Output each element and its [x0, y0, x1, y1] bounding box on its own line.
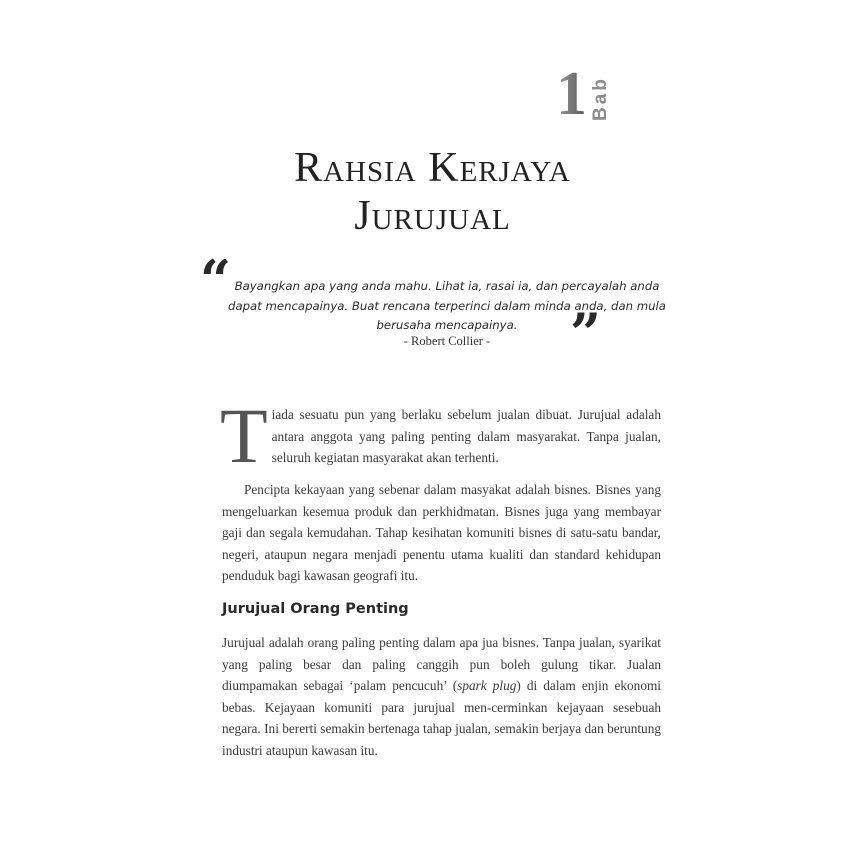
chapter-title-line-1: Rahsia Kerjaya [294, 145, 571, 191]
epigraph-quote: Bayangkan apa yang anda mahu. Lihat ia, rasai ia, dan percayalah anda dapat mencapainya. Buat rencana terperinci dalam minda anda, dan mula berusaha mencapainya. [228, 279, 666, 332]
drop-cap: T [220, 392, 268, 479]
chapter-title-line-2: Jurujual [354, 193, 511, 239]
paragraph-3 [222, 632, 661, 762]
paragraph-3-text-b: ) di dalam enjin ekonomi bebas. Kejayaan komuniti para jurujual men-cerminkan kejayaan sesebuah negara. Ini bererti semakin bertenaga tahap jualan, semakin berjaya dan beruntung industri ataupun kawasan itu. [222, 678, 661, 758]
chapter-number: 1 [556, 60, 587, 128]
chapter-marker [556, 60, 612, 128]
paragraph-3-italic: spark plug [457, 678, 517, 694]
paragraph-3-text-a: Jurujual adalah orang paling penting dalam apa jua bisnes. Tanpa jualan, syarikat yang paling besar dan paling canggih pun boleh gulung tikar. Jualan diumpamakan sebagai ‘palam pencucuh’ ( [222, 635, 661, 694]
chapter-label: Bab [590, 76, 611, 121]
close-quote-mark: ” [570, 301, 602, 365]
paragraph-1 [220, 392, 661, 479]
open-quote-mark: “ [200, 248, 232, 312]
paragraph-2: Pencipta kekayaan yang sebenar dalam masyakat adalah bisnes. Bisnes yang mengeluarkan kesemua produk dan perkhidmatan. Bisnes juga yang membayar gaji dan segala kemudahan. Tahap kesihatan komuniti bisnes di satu-satu bandar, negeri, ataupun negara menjadi penentu utama kualiti dan standard kehidupan penduduk bagi kawasan geografi itu. [222, 482, 661, 584]
section-heading: Jurujual Orang Penting [222, 601, 409, 617]
epigraph-author: - Robert Collier - [403, 334, 491, 348]
chapter-title [0, 144, 865, 240]
paragraph-1-text: iada sesuatu pun yang berlaku sebelum jualan dibuat. Jurujual adalah antara anggota yang paling penting dalam masyarakat. Tanpa jualan, seluruh kegiatan masyarakat akan terhenti. [271, 407, 661, 466]
